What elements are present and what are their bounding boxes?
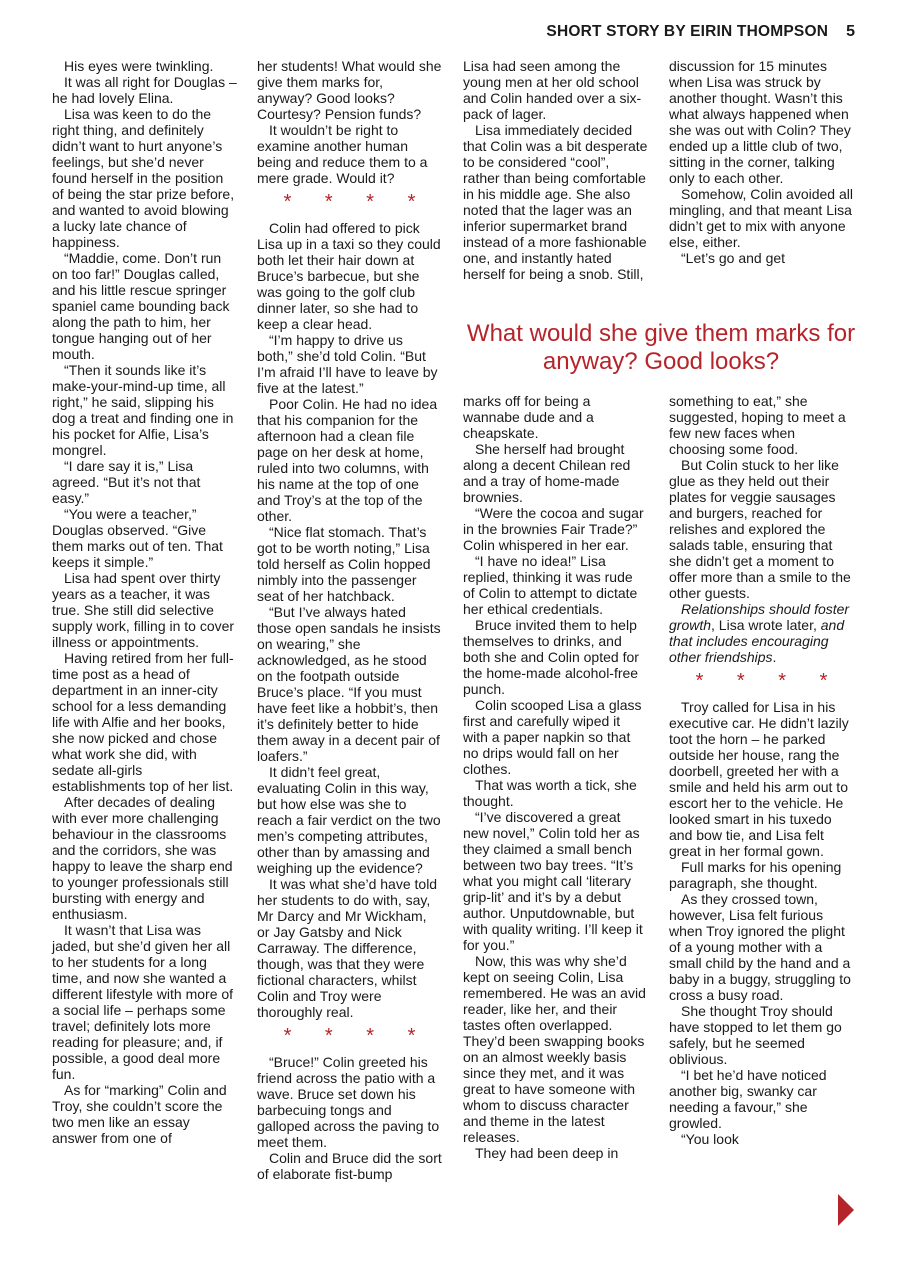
continue-arrow-icon [838, 1194, 854, 1226]
paragraph: Troy called for Lisa in his executive car. He didn’t lazily toot the horn – he parked outside her house, rang the doorbell, greeted her with a smile and held his arm out to escort her to the vehicle. He looked smart in his tuxedo and bow tie, and Lisa felt great in her formal gown. [669, 699, 849, 859]
paragraph: Having retired from her full-time post as a head of department in an inner-city school for a less demanding life with Alfie and her books, she now picked and chose what work she did, with sedate all-girls establishments top of her list. [52, 650, 234, 794]
paragraph: Lisa immediately decided that Colin was a bit desperate to be considered “cool”, rather than being comfortable in his middle age. She also noted that the lager was an inferior supermarket brand instead of a more fashionable one, and instantly hated herself for being a snob. Still, [463, 122, 648, 282]
paragraph: “Then it sounds like it’s make-your-mind-up time, all right,” he said, slipping his dog a treat and finding one in his pocket for Alfie, Lisa’s mongrel. [52, 362, 234, 458]
paragraph: “I bet he’d have noticed another big, swanky car needing a favour,” she growled. [669, 1067, 827, 1131]
paragraph: “Bruce!” Colin greeted his friend across the patio with a wave. Bruce set down his barbecuing tongs and galloped across the paving to meet them. [257, 1054, 440, 1150]
paragraph: As they crossed town, however, Lisa felt furious when Troy ignored the plight of a young mother with a small child by the hand and a baby in a buggy, struggling to cross a busy road. [669, 891, 851, 1003]
column-3-top [463, 58, 648, 282]
column-2 [257, 58, 442, 1182]
paragraph: Colin scooped Lisa a glass first and carefully wiped it with a paper napkin so that no drips would fall on her clothes. [463, 697, 642, 777]
paragraph: “I dare say it is,” Lisa agreed. “But it’s not that easy.” [52, 458, 201, 506]
paragraph: Bruce invited them to help themselves to drinks, and both she and Colin opted for the home-made alcohol-free punch. [463, 617, 639, 697]
paragraph: Lisa had spent over thirty years as a teacher, it was true. She still did selective supply work, filling in to cover illness or appointments. [52, 570, 235, 650]
paragraph: Colin and Bruce did the sort of elaborate fist-bump [257, 1150, 442, 1182]
paragraph: It was all right for Douglas – he had lovely Elina. [52, 74, 237, 106]
section-break-stars: * * * * [283, 1025, 430, 1047]
page-number: 5 [846, 23, 855, 40]
paragraph: her students! What would she give them marks for, anyway? Good looks? Courtesy? Pension funds? [257, 58, 442, 122]
italic-text: Relationships should foster growth [669, 601, 850, 633]
column-3-bottom [463, 393, 648, 1161]
paragraph: It was what she’d have told her students to do with, say, Mr Darcy and Mr Wickham, or Jay Gatsby and Nick Carraway. The difference, though, was that they were fictional characters, whilst Colin and Troy were thoroughly real. [257, 876, 438, 1020]
paragraph: It didn’t feel great, evaluating Colin in this way, but how else was she to reach a fair verdict on the two men’s competing attributes, other than by amassing and weighing up the evidence? [257, 764, 441, 876]
italic-text: and that includes encouraging other friendships [669, 617, 845, 665]
pull-quote: What would she give them marks for anyway? Good looks? [466, 320, 856, 375]
paragraph: Colin had offered to pick Lisa up in a taxi so they could both let their hair down at Bruce’s barbecue, but she was going to the golf club dinner later, so she had to keep a clear head. [257, 220, 441, 332]
paragraph: “But I’ve always hated those open sandals he insists on wearing,” she acknowledged, as he stood on the footpath outside Bruce’s place. “If you must have feet like a hobbit’s, then it’s definitely better to hide them away in a decent pair of loafers.” [257, 604, 441, 764]
paragraph: But Colin stuck to her like glue as they held out their plates for veggie sausages and burgers, reached for relishes and explored the salads table, ensuring that she didn’t get a moment to offer more than a smile to the other guests. [669, 457, 851, 601]
paragraph: “Nice flat stomach. That’s got to be worth noting,” Lisa told herself as Colin hopped nimbly into the passenger seat of her hatchback. [257, 524, 431, 604]
paragraph: marks off for being a wannabe dude and a cheapskate. [463, 393, 594, 441]
paragraph: Lisa had seen among the young men at her old school and Colin handed over a six-pack of lager. [463, 58, 642, 122]
paragraph: “Were the cocoa and sugar in the brownies Fair Trade?” Colin whispered in her ear. [463, 505, 644, 553]
paragraph: They had been deep in [475, 1145, 619, 1161]
paragraph: She thought Troy should have stopped to let them go safely, but he seemed oblivious. [669, 1003, 842, 1067]
section-break-stars: * * * * [283, 191, 430, 213]
paragraph: “You were a teacher,” Douglas observed. “Give them marks out of ten. That keeps it simple.” [52, 506, 223, 570]
paragraph: discussion for 15 minutes when Lisa was struck by another thought. Wasn’t this what always happened when she was out with Colin? They ended up a little club of two, sitting in the corner, talking only to each other. [669, 58, 851, 186]
paragraph: As for “marking” Colin and Troy, she couldn’t score the two men like an essay answer from one of [52, 1082, 227, 1146]
column-4-top [669, 58, 854, 266]
paragraph: Somehow, Colin avoided all mingling, and that meant Lisa didn’t get to mix with anyone else, either. [669, 186, 853, 250]
paragraph: His eyes were twinkling. [64, 58, 214, 74]
paragraph: “You look [681, 1131, 739, 1147]
paragraph: Now, this was why she’d kept on seeing Colin, Lisa remembered. He was an avid reader, like her, and their tastes often overlapped. They’d been swapping books on an almost weekly basis since they met, and it was great to have someone with whom to discuss character and theme in the latest releases. [463, 953, 646, 1145]
plain-text: . [772, 649, 777, 665]
paragraph: That was worth a tick, she thought. [463, 777, 637, 809]
paragraph: “Maddie, come. Don’t run on too far!” Douglas called, and his little rescue springer spaniel came bounding back along the path to him, her tongue hanging out of her mouth. [52, 250, 230, 362]
paragraph: “I’ve discovered a great new novel,” Colin told her as they claimed a small bench between two bay trees. “It’s what you might call ‘literary grip-lit’ and it’s by a debut author. Unputdownable, but with quality writing. I’ll keep it for you.” [463, 809, 643, 953]
paragraph: “Let’s go and get [681, 250, 786, 266]
paragraph: Full marks for his opening paragraph, she thought. [669, 859, 842, 891]
page-header [546, 20, 855, 44]
paragraph: It wasn’t that Lisa was jaded, but she’d given her all to her students for a long time, and now she wanted a different lifestyle with more of a social life – perhaps some travel; definitely lots more reading for pleasure; and, if possible, a good deal more fun. [52, 922, 234, 1082]
section-break-stars: * * * * [695, 670, 842, 692]
paragraph: something to eat,” she suggested, hoping to meet a few new faces when choosing some food. [669, 393, 846, 457]
paragraph: “I have no idea!” Lisa replied, thinking it was rude of Colin to attempt to dictate her ethical credentials. [463, 553, 638, 617]
plain-text: , Lisa wrote later, [711, 617, 821, 633]
paragraph: Lisa was keen to do the right thing, and definitely didn’t want to hurt anyone’s feelings, but she’d never found herself in the position of being the star prize before, and wanted to avoid blowing a lucky late chance of happiness. [52, 106, 235, 250]
paragraph: She herself had brought along a decent Chilean red and a tray of home-made brownies. [463, 441, 631, 505]
paragraph: “I’m happy to drive us both,” she’d told Colin. “But I’m afraid I’ll have to leave by five at the latest.” [257, 332, 438, 396]
italic-paragraph [669, 601, 854, 665]
paragraph: It wouldn’t be right to examine another human being and reduce them to a mere grade. Would it? [257, 122, 428, 186]
column-1 [52, 58, 237, 1146]
column-4-bottom [669, 393, 854, 1147]
paragraph: Poor Colin. He had no idea that his companion for the afternoon had a clean file page on her desk at home, ruled into two columns, with his name at the top of one and Troy’s at the top of the other. [257, 396, 438, 524]
paragraph: After decades of dealing with ever more challenging behaviour in the classrooms and the corridors, she was happy to leave the sharp end to younger professionals still bursting with energy and enthusiasm. [52, 794, 233, 922]
story-byline: SHORT STORY BY EIRIN THOMPSON [546, 23, 829, 40]
